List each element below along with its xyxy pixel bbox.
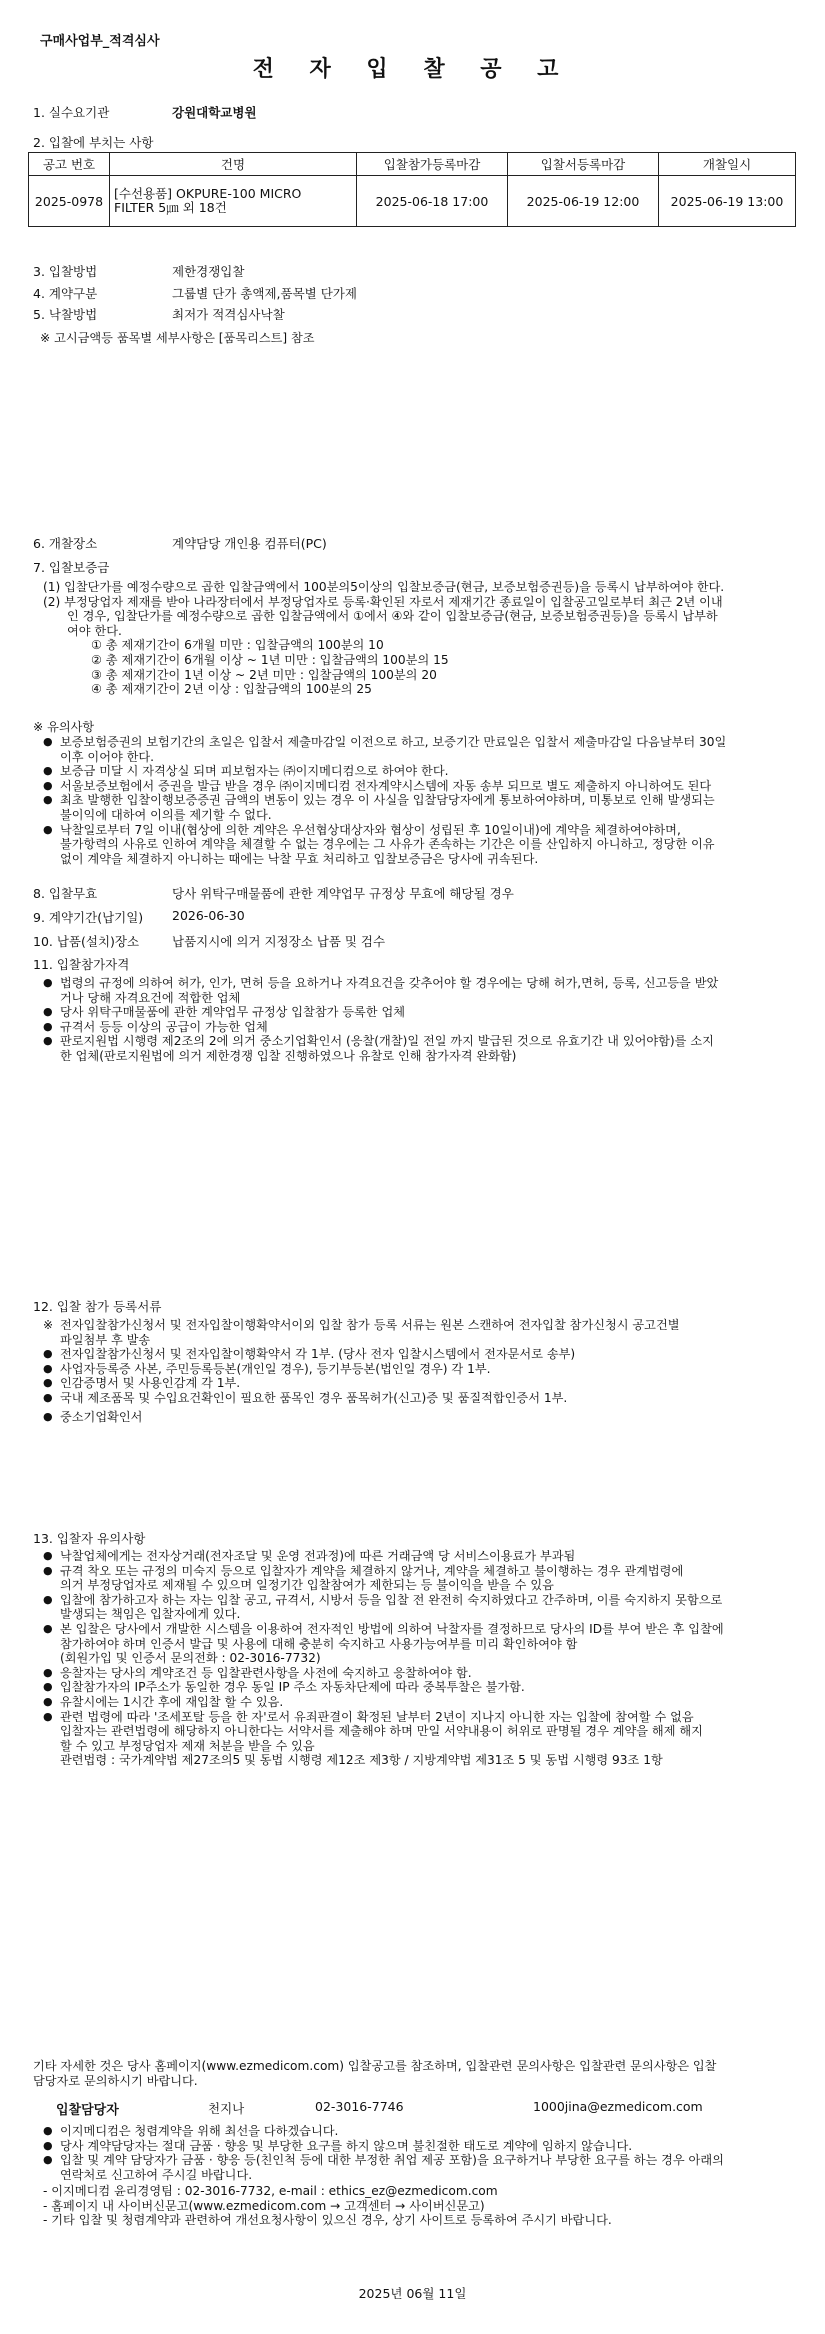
list-item: ● 본 입찰은 당사에서 개발한 시스템을 이용하여 전자적인 방법에 의하여 낙찰자를 결정하므로 당사의 ID를 부여 받은 후 입찰에 참가하여야 하며 인증서 발급 및 사용에 대해 충분히 숙지하고 사용가능여부를 미리 확인하여야 함 (회원가입 및 인증서 문의전화 : 02-3016-7732) xyxy=(43,1622,813,1666)
table-header-row xyxy=(29,153,796,176)
page-title: 전 자 입 찰 공 고 xyxy=(252,57,573,82)
note-item: ● 보증금 미달 시 자격상실 되며 피보험자는 ㈜이지메디컴으로 하여야 한다. xyxy=(43,764,813,779)
notes-list xyxy=(43,735,813,866)
contact-name: 천지나 xyxy=(208,2101,245,2116)
section-5-value: 최저가 적격심사낙찰 xyxy=(172,307,285,322)
cell-item xyxy=(110,176,357,227)
list-item: ● 이지메디컴은 청렴계약을 위해 최선을 다하겠습니다. xyxy=(43,2124,818,2139)
section-7-label: 7. 입찰보증금 xyxy=(33,560,110,575)
cell-item-line2: FILTER 5㎛ 외 18건 xyxy=(114,200,227,215)
th-open-date: 개찰일시 xyxy=(659,153,796,176)
section-13-label: 13. 입찰자 유의사항 xyxy=(33,1531,146,1546)
section-8-value: 당사 위탁구매물품에 관한 계약업무 규정상 무효에 해당될 경우 xyxy=(172,886,514,901)
list-item: ● 당사 위탁구매물품에 관한 계약업무 규정상 입찰참가 등록한 업체 xyxy=(43,1005,813,1020)
note-item: ● 최초 발행한 입찰이행보증증권 금액의 변동이 있는 경우 이 사실을 입찰담당자에게 통보하여야하며, 미통보로 인해 발생되는 불이익에 대하여 이의를 제기할 수 없다. xyxy=(43,793,813,822)
list-item: ● 인감증명서 및 사용인감계 각 1부. xyxy=(43,1376,813,1391)
list-item: ● 입찰참가자의 IP주소가 동일한 경우 동일 IP 주소 자동차단제에 따라 중복투찰은 불가함. xyxy=(43,1680,813,1695)
cell-item-line1: [수선용품] OKPURE-100 MICRO xyxy=(114,186,302,201)
list-item: ● 유찰시에는 1시간 후에 재입찰 할 수 있음. xyxy=(43,1695,813,1710)
table-row xyxy=(29,176,796,227)
th-reg-deadline: 입찰참가등록마감 xyxy=(357,153,508,176)
sanction-rate-2: ② 총 제재기간이 6개월 이상 ~ 1년 미만 : 입찰금액의 100분의 15 xyxy=(91,652,449,667)
note-item: ● 서울보증보험에서 증권을 발급 받을 경우 ㈜이지메디컴 전자계약시스템에 자동 송부 되므로 별도 제출하지 아니하여도 된다 xyxy=(43,779,813,794)
list-item: ● 당사 계약담당자는 절대 금품 · 향응 및 부당한 요구를 하지 않으며 불친절한 태도로 계약에 임하지 않습니다. xyxy=(43,2139,818,2154)
list-item: ● 법령의 규정에 의하여 허가, 인가, 면허 등을 요하거나 자격요건을 갖추어야 할 경우에는 당해 허가,면허, 등록, 신고등을 받았 거나 당해 자격요건에 적합한 업체 xyxy=(43,976,813,1005)
note-item: ● 보증보험증권의 보험기간의 초일은 입찰서 제출마감일 이전으로 하고, 보증기간 만료일은 입찰서 제출마감일 다음날부터 30일 이후 이어야 한다. xyxy=(43,735,813,764)
th-item: 건명 xyxy=(110,153,357,176)
department-label: 구매사업부_적격심사 xyxy=(40,34,160,49)
section-6-label: 6. 개찰장소 xyxy=(33,536,98,551)
list-item: ● 사업자등록증 사본, 주민등록등본(개인일 경우), 등기부등본(법인일 경우) 각 1부. xyxy=(43,1362,813,1377)
section-8-label: 8. 입찰무효 xyxy=(33,886,98,901)
section-10-value: 납품지시에 의거 지정장소 납품 및 검수 xyxy=(172,934,386,949)
section-4-label: 4. 계약구분 xyxy=(33,286,98,301)
deposit-rule-1: (1) 입찰단가를 예정수량으로 곱한 입찰금액에서 100분의5이상의 입찰보증금(현금, 보증보험증권등)을 등록시 납부하여야 한다. xyxy=(43,580,725,594)
th-bid-deadline: 입찰서등록마감 xyxy=(508,153,659,176)
section-6-value: 계약담당 개인용 컴퓨터(PC) xyxy=(172,536,327,551)
list-item: ※ 전자입찰참가신청서 및 전자입찰이행확약서이외 입찰 참가 등록 서류는 원본 스캔하여 전자입찰 참가신청시 공고건별 파일첨부 후 발송 xyxy=(43,1318,813,1347)
list-item: ● 입찰 및 계약 담당자가 금품 · 향응 등(친인척 등에 대한 부정한 취업 제공 포함)을 요구하거나 부당한 요구를 하는 경우 아래의 연락처로 신고하여 주시길 바랍니다. xyxy=(43,2153,818,2182)
announcement-date: 2025년 06월 11일 xyxy=(358,2286,467,2301)
documents-list xyxy=(43,1318,813,1424)
section-9-value: 2026-06-30 xyxy=(172,908,245,923)
bid-table xyxy=(28,152,796,227)
report-line-3: - 기타 입찰 및 청렴계약과 관련하여 개선요청사항이 있으신 경우, 상기 사이트로 등록하여 주시기 바랍니다. xyxy=(43,2213,612,2228)
list-item: ● 응찰자는 당사의 계약조건 등 입찰관련사항을 사전에 숙지하고 응찰하여야 함. xyxy=(43,1666,813,1681)
sanction-rate-1: ① 총 제재기간이 6개월 미만 : 입찰금액의 100분의 10 xyxy=(91,638,384,653)
cell-reg-deadline: 2025-06-18 17:00 xyxy=(357,176,508,227)
section-9-label: 9. 계약기간(납기일) xyxy=(33,910,144,925)
ethics-list xyxy=(43,2124,818,2182)
sanction-rate-3: ③ 총 제재기간이 1년 이상 ~ 2년 미만 : 입찰금액의 100분의 20 xyxy=(91,667,437,682)
contact-phone: 02-3016-7746 xyxy=(315,2099,404,2114)
section-10-label: 10. 납품(설치)장소 xyxy=(33,934,140,949)
contact-label: 입찰담당자 xyxy=(56,2103,119,2118)
section-12-label: 12. 입찰 참가 등록서류 xyxy=(33,1299,162,1314)
section-3-value: 제한경쟁입찰 xyxy=(172,264,245,279)
qualification-list xyxy=(43,976,813,1064)
list-item: ● 판로지원법 시행령 제2조의 2에 의거 중소기업확인서 (응찰(개찰)일 전일 까지 발급된 것으로 유효기간 내 있어야함)를 소지 한 업체(판로지원법에 의거 제한경쟁 입찰 진행하였으나 유찰로 인해 참가자격 완화함) xyxy=(43,1034,813,1063)
list-item: ● 국내 제조품목 및 수입요건확인이 필요한 품목인 경우 품목허가(신고)증 및 품질적합인증서 1부. xyxy=(43,1391,813,1406)
list-item: ● 전자입찰참가신청서 및 전자입찰이행확약서 각 1부. (당사 전자 입찰시스템에서 전자문서로 송부) xyxy=(43,1347,813,1362)
section-3-label: 3. 입찰방법 xyxy=(33,264,98,279)
cell-open-date: 2025-06-19 13:00 xyxy=(659,176,796,227)
deposit-rule-2-line1: (2) 부정당업자 제재를 받아 나라장터에서 부정당업자로 등록·확인된 자로서 제재기간 종료일이 입찰공고일로부터 최근 2년 이내 xyxy=(43,594,723,609)
note-item: ● 낙찰일로부터 7일 이내(협상에 의한 계약은 우선협상대상자와 협상이 성립된 후 10일이내)에 계약을 체결하여야하며, 불가항력의 사유로 인하여 계약을 체결할 수 없는 경우에는 그 사유가 존속하는 기간은 이를 산입하지 아니하고, 정당한 이유 없이 계약을 체결하지 아니하는 때에는 낙찰 무효 처리하고 입찰보증금은 당사에 귀속된다. xyxy=(43,823,813,867)
footer-info xyxy=(33,2059,813,2088)
footer-info-line2: 담당자로 문의하시기 바랍니다. xyxy=(33,2073,198,2088)
notes-title: ※ 유의사항 xyxy=(33,720,95,734)
sanction-rate-4: ④ 총 제재기간이 2년 이상 : 입찰금액의 100분의 25 xyxy=(91,682,372,697)
section-7-body xyxy=(43,580,813,697)
section-1-value: 강원대학교병원 xyxy=(172,105,257,120)
report-line-2: - 홈페이지 내 사이버신문고(www.ezmedicom.com → 고객센터 → 사이버신문고) xyxy=(43,2198,485,2213)
section-11-label: 11. 입찰참가자격 xyxy=(33,957,130,972)
section-5-note: ※ 고시금액등 품목별 세부사항은 [품목리스트] 참조 xyxy=(40,331,315,345)
list-item: ● 입찰에 참가하고자 하는 자는 입찰 공고, 규격서, 시방서 등을 입찰 전 완전히 숙지하였다고 간주하며, 이를 숙지하지 못함으로 발생되는 책임은 입찰자에게 있다. xyxy=(43,1593,813,1622)
report-channels xyxy=(43,2184,818,2228)
cell-bid-deadline: 2025-06-19 12:00 xyxy=(508,176,659,227)
list-item: ● 낙찰업체에게는 전자상거래(전자조달 및 운영 전과정)에 따른 거래금액 당 서비스이용료가 부과됨 xyxy=(43,1549,813,1564)
list-item: ● 중소기업확인서 xyxy=(43,1410,813,1425)
section-2-label: 2. 입찰에 부치는 사항 xyxy=(33,135,154,150)
list-item: ● 관련 법령에 따라 '조세포탈 등을 한 자'로서 유죄판결이 확정된 날부터 2년이 지나지 아니한 자는 입찰에 참여할 수 없음 입찰자는 관련법령에 해당하지 아니한다는 서약서를 제출해야 하며 만일 서약내용이 허위로 판명될 경우 계약을 해제 해지 할 수 있고 부정당업자 제재 처분을 받을 수 있음 관련법령 : 국가계약법 제27조의5 및 동법 시행령 제12조 제3항 / 지방계약법 제31조 5 및 동법 시행령 93조 1항 xyxy=(43,1710,813,1768)
section-5-label: 5. 낙찰방법 xyxy=(33,307,98,322)
report-line-1: - 이지메디컴 윤리경영팀 : 02-3016-7732, e-mail : ethics_ez@ezmedicom.com xyxy=(43,2184,498,2198)
bidder-notes-list xyxy=(43,1549,813,1768)
list-item: ● 규격서 등등 이상의 공급이 가능한 업체 xyxy=(43,1020,813,1035)
list-item: ● 규격 착오 또는 규정의 미숙지 등으로 입찰자가 계약을 체결하지 않거나, 계약을 체결하고 불이행하는 경우 관계법령에 의거 부정당업자로 제재될 수 있으며 일정기간 입찰참여가 제한되는 등 불이익을 받을 수 있음 xyxy=(43,1564,813,1593)
deposit-rule-2-line3: 여야 한다. xyxy=(67,623,122,638)
section-1-label: 1. 실수요기관 xyxy=(33,105,110,120)
contact-email: 1000jina@ezmedicom.com xyxy=(533,2099,703,2114)
th-notice-no: 공고 번호 xyxy=(29,153,110,176)
cell-notice-no: 2025-0978 xyxy=(29,176,110,227)
deposit-rule-2-line2: 인 경우, 입찰단가를 예정수량으로 곱한 입찰금액에서 ①에서 ④와 같이 입찰보증금(현금, 보증보험증권등)을 등록시 납부하 xyxy=(67,609,718,624)
footer-info-line1: 기타 자세한 것은 당사 홈페이지(www.ezmedicom.com) 입찰공고를 참조하며, 입찰관련 문의사항은 입찰관련 문의사항은 입찰 xyxy=(33,2059,717,2073)
section-4-value: 그룹별 단가 총액제,품목별 단가제 xyxy=(172,286,357,301)
